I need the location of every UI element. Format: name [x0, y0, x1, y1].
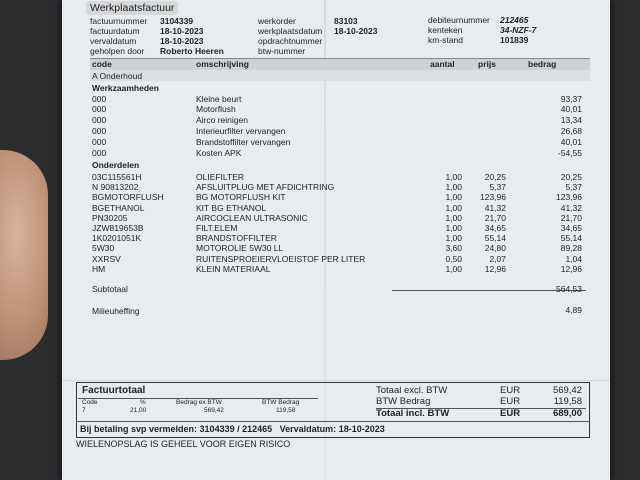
header-value: 34-NZF-7: [500, 25, 537, 35]
row-price: 20,25: [484, 172, 506, 182]
row-amount: 20,25: [560, 172, 582, 182]
col-qty: aantal: [430, 59, 455, 69]
invoice-title: Werkplaatsfactuur: [86, 1, 178, 15]
row-amount: -54,55: [557, 148, 582, 158]
row-description: BG MOTORFLUSH KIT: [196, 192, 286, 203]
header-value: 18-10-2023: [334, 26, 378, 36]
row-qty: 1,00: [445, 212, 462, 223]
row-description: FILT.ELEM: [196, 223, 238, 233]
total-line-label: Totaal excl. BTW: [376, 385, 448, 396]
milieu-label: Milieuheffing: [92, 306, 140, 316]
row-description: Airco reinigen: [196, 115, 248, 125]
col-price: prijs: [478, 59, 496, 69]
header-label: werkplaatsdatum: [258, 26, 323, 36]
row-amount: 34,65: [560, 223, 582, 233]
total-line-amount: 689,00: [552, 408, 582, 419]
total-line-currency: EUR: [500, 385, 521, 396]
row-description: Kosten APK: [196, 148, 242, 158]
row-amount: 40,01: [560, 137, 582, 147]
total-line-amount: 119,58: [553, 396, 582, 407]
totals-col-pct: %: [140, 399, 146, 406]
subtotal-label: Subtotaal: [92, 284, 128, 294]
header-value: 18-10-2023: [160, 26, 204, 36]
header-label: vervaldatum: [90, 36, 137, 46]
col-description: omschrijving: [196, 59, 249, 69]
row-code: 000: [92, 126, 107, 136]
header-value: 18-10-2023: [160, 36, 204, 46]
total-line-label: BTW Bedrag: [376, 396, 431, 407]
row-amount: 40,01: [560, 104, 582, 114]
row-code: 03C115561H: [92, 172, 142, 182]
row-qty: 1,00: [445, 202, 462, 213]
header-label: opdrachtnummer: [258, 36, 323, 46]
row-price: 5,37: [489, 182, 506, 193]
row-description: Brandstoffilter vervangen: [196, 137, 291, 147]
total-line-label: Totaal incl. BTW: [376, 408, 450, 419]
parts-heading: Onderdelen: [92, 160, 140, 170]
col-code: code: [92, 59, 112, 69]
row-qty: 1,00: [445, 182, 462, 193]
row-amount: 26,68: [560, 126, 582, 136]
row-qty: 0,50: [445, 253, 462, 264]
payment-ref: 3104339 / 212465: [199, 424, 273, 434]
row-code: 000: [92, 148, 107, 158]
row-description: MOTOROLIE 5W30 LL: [196, 243, 284, 254]
row-description: BRANDSTOFFILTER: [196, 233, 277, 244]
row-amount: 41,32: [560, 202, 582, 213]
payment-divider: [76, 421, 590, 422]
row-description: KIT BG ETHANOL: [196, 202, 267, 213]
footer-note: WIELENOPSLAG IS GEHEEL VOOR EIGEN RISICO: [76, 439, 291, 449]
row-qty: 1,00: [445, 192, 462, 203]
header-label: km-stand: [428, 35, 463, 45]
totals-ex: 569,42: [204, 407, 224, 414]
row-code: 000: [92, 104, 107, 114]
invoice-paper: [62, 0, 610, 480]
row-code: 5W30: [92, 243, 115, 254]
header-label: werkorder: [258, 16, 296, 26]
row-code: HM: [92, 263, 106, 274]
row-price: 55,14: [484, 233, 506, 244]
row-code: PN30205: [92, 212, 128, 223]
row-description: AFSLUITPLUG MET AFDICHTRING: [196, 182, 335, 193]
paper-fold-horizontal: [62, 380, 610, 381]
row-qty: 1,00: [445, 172, 462, 182]
row-code: JZW819653B: [92, 223, 144, 233]
payment-reference: [80, 424, 385, 434]
row-amount: 21,70: [560, 212, 582, 223]
totals-col-btw: BTW Bedrag: [262, 399, 300, 406]
header-label: debiteurnummer: [428, 15, 490, 25]
work-heading: Werkzaamheden: [92, 83, 159, 93]
row-qty: 1,00: [445, 223, 462, 233]
row-price: 123,96: [480, 192, 506, 203]
totals-code: 7: [82, 407, 86, 414]
header-value: 3104339: [160, 16, 194, 26]
total-line-amount: 569,42: [552, 385, 582, 396]
header-label: btw-nummer: [258, 46, 306, 56]
payment-due: 18-10-2023: [338, 424, 385, 434]
row-code: N 90813202: [92, 182, 139, 193]
totals-pct: 21,00: [130, 407, 147, 414]
totals-btw: 119,58: [276, 407, 296, 414]
row-description: Kleine beurt: [196, 94, 242, 104]
row-price: 41,32: [484, 202, 506, 213]
row-amount: 12,96: [560, 263, 582, 274]
header-value: 212465: [500, 15, 529, 25]
row-description: AIRCOCLEAN ULTRASONIC: [196, 212, 308, 223]
row-amount: 55,14: [560, 233, 582, 244]
row-qty: 1,00: [445, 233, 462, 244]
row-amount: 123,96: [556, 192, 582, 203]
row-amount: 13,34: [560, 115, 582, 125]
row-amount: 93,37: [560, 94, 582, 104]
row-description: Motorflush: [196, 104, 236, 114]
row-code: 000: [92, 94, 107, 104]
section-header-bar: [90, 70, 590, 81]
row-description: KLEIN MATERIAAL: [196, 263, 271, 274]
header-value: Roberto Heeren: [160, 46, 224, 56]
thumb: [0, 150, 48, 360]
row-code: BGETHANOL: [92, 202, 145, 213]
row-price: 12,96: [484, 263, 506, 274]
milieu-amount: 4,89: [565, 305, 582, 315]
totals-heading: Factuurtotaal: [82, 385, 146, 396]
payment-due-label: Vervaldatum:: [279, 424, 337, 434]
row-amount: 5,37: [565, 182, 582, 193]
col-amount: bedrag: [528, 59, 557, 69]
row-price: 2,07: [489, 253, 506, 264]
row-description: OLIEFILTER: [196, 172, 245, 182]
header-label: factuurdatum: [90, 26, 140, 36]
header-value: 101839: [500, 35, 529, 45]
row-price: 21,70: [484, 212, 506, 223]
total-line-currency: EUR: [500, 396, 521, 407]
row-code: 000: [92, 137, 107, 147]
row-amount: 1,04: [565, 253, 582, 264]
header-label: geholpen door: [90, 46, 145, 56]
row-code: BGMOTORFLUSH: [92, 192, 164, 203]
section-title: A Onderhoud: [92, 71, 143, 81]
totals-col-ex: Bedrag ex BTW: [176, 399, 222, 406]
header-value: 83103: [334, 16, 358, 26]
row-description: Interieurfilter vervangen: [196, 126, 286, 136]
subtotal-amount: 564,53: [556, 284, 582, 294]
totals-col-code: Code: [82, 399, 98, 406]
row-price: 34,65: [484, 223, 506, 233]
row-qty: 1,00: [445, 263, 462, 274]
row-price: 24,80: [484, 243, 506, 254]
row-code: XXRSV: [92, 253, 121, 264]
row-description: RUITENSPROEIERVLOEISTOF PER LITER: [196, 253, 366, 264]
row-code: 000: [92, 115, 107, 125]
row-qty: 3,60: [445, 243, 462, 254]
row-code: 1K0201051K: [92, 233, 142, 244]
header-label: kenteken: [428, 25, 463, 35]
payment-lead: Bij betaling svp vermelden:: [80, 424, 198, 434]
header-label: factuurnummer: [90, 16, 148, 26]
row-amount: 89,28: [560, 243, 582, 254]
total-line-currency: EUR: [500, 408, 521, 419]
